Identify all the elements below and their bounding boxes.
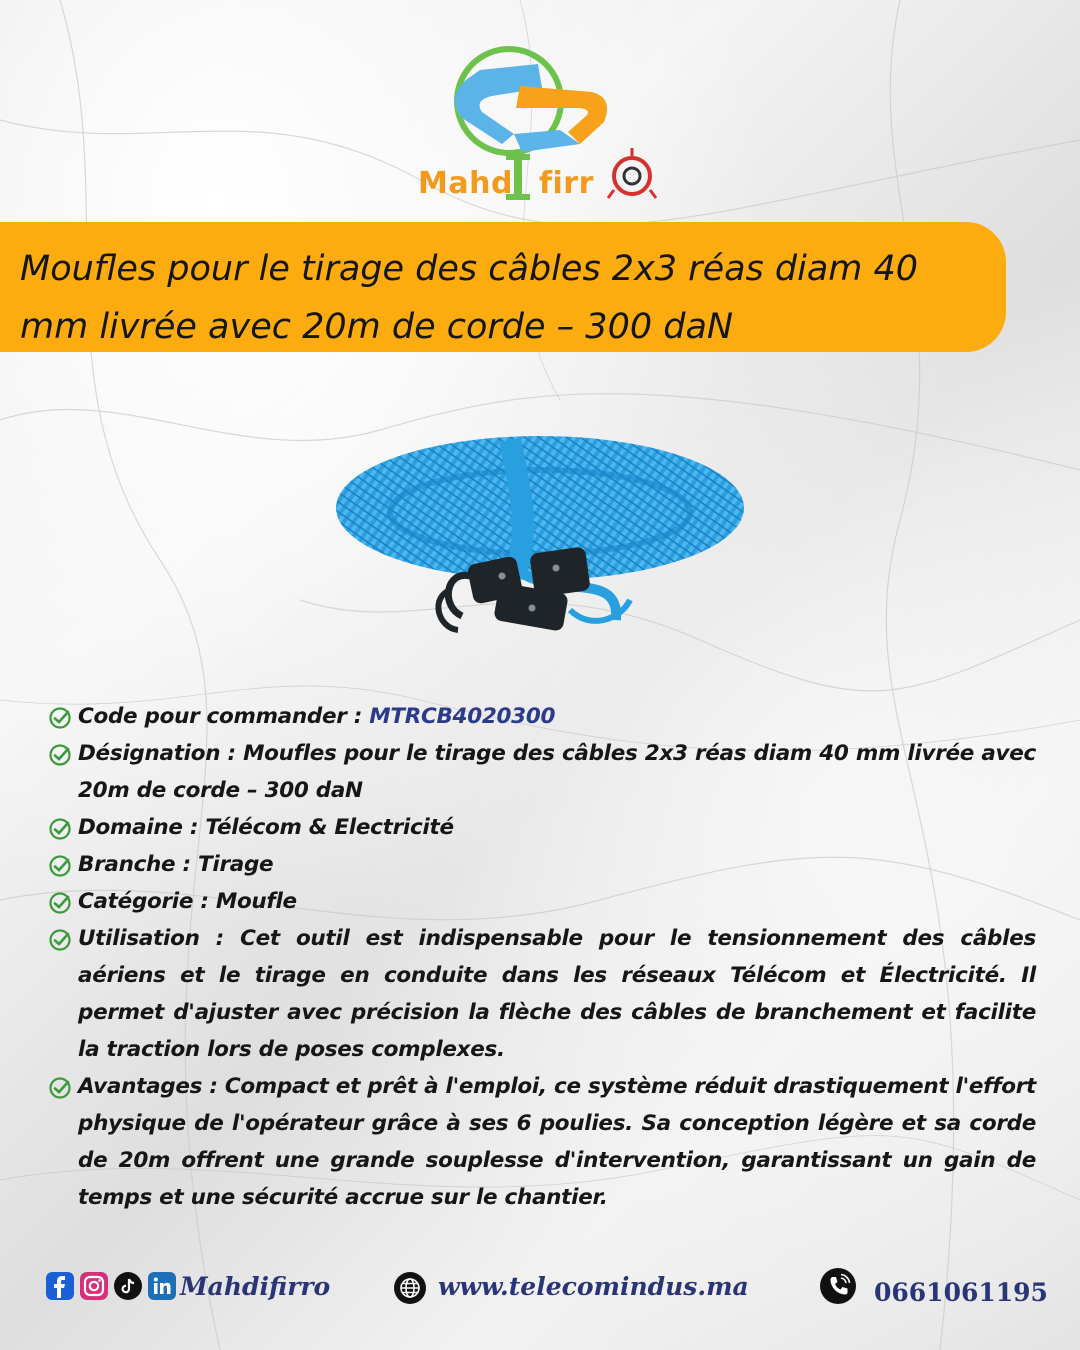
spec-categorie: [46, 883, 1036, 920]
check-circle-icon: [48, 1076, 72, 1100]
instagram-icon[interactable]: [80, 1272, 108, 1300]
spec-value: Tirage: [198, 852, 274, 877]
spec-value: Moufle: [215, 889, 297, 914]
check-circle-icon: [48, 743, 72, 767]
spec-label: Catégorie :: [78, 889, 216, 914]
check-circle-icon: [48, 854, 72, 878]
check-circle-icon: [48, 928, 72, 952]
spec-branche: [46, 846, 1036, 883]
check-circle-icon: [48, 891, 72, 915]
social-handle[interactable]: Mahdifirro: [180, 1272, 331, 1301]
spec-label: Branche :: [78, 852, 199, 877]
title-banner: [0, 222, 1006, 352]
globe-icon: [394, 1272, 426, 1304]
tiktok-icon[interactable]: [114, 1272, 142, 1300]
check-circle-icon: [48, 706, 72, 730]
spec-label: Avantages :: [78, 1074, 225, 1099]
page-title: Moufles pour le tirage des câbles 2x3 réas diam 40 mm livrée avec 20m de corde – 300 daN: [20, 249, 919, 347]
spec-value: Télécom & Electricité: [205, 815, 454, 840]
product-image: [320, 420, 760, 660]
spec-label: Code pour commander :: [78, 704, 370, 729]
spec-label: Désignation :: [78, 741, 244, 766]
website-link[interactable]: www.telecomindus.ma: [438, 1272, 749, 1301]
phone-icon: [820, 1268, 856, 1304]
linkedin-icon[interactable]: [148, 1272, 176, 1300]
spec-list: [46, 698, 1036, 1216]
spec-value: Cet outil est indispensable pour le tensionnement des câbles aériens et le tirage en conduite dans les réseaux Télécom et Électricité. Il permet d'ajuster avec précision la flèche des câbles de branchement et facilite la traction lors de poses complexes.: [78, 926, 1036, 1062]
spec-code: [46, 698, 1036, 735]
spec-value: Compact et prêt à l'emploi, ce système réduit drastiquement l'effort physique de l'opérateur grâce à ses 6 poulies. Sa conception légère et sa corde de 20m offrent une grande souplesse d'intervention, garantissant un gain de temps et une sécurité accrue sur le chantier.: [78, 1074, 1036, 1210]
logo-wordmark: Mahd firr: [418, 166, 594, 201]
spec-avantages: [46, 1068, 1036, 1216]
spec-domaine: [46, 809, 1036, 846]
check-circle-icon: [48, 817, 72, 841]
spec-value: Moufles pour le tirage des câbles 2x3 réas diam 40 mm livrée avec 20m de corde – 300 daN: [78, 741, 1036, 803]
phone-number[interactable]: 0661061195: [874, 1278, 1048, 1307]
facebook-icon[interactable]: [46, 1272, 74, 1300]
order-code: MTRCB4020300: [369, 704, 556, 729]
spec-label: Utilisation :: [78, 926, 241, 951]
spec-utilisation: [46, 920, 1036, 1068]
footer: [0, 1272, 1080, 1312]
spec-label: Domaine :: [78, 815, 206, 840]
spec-designation: [46, 735, 1036, 809]
